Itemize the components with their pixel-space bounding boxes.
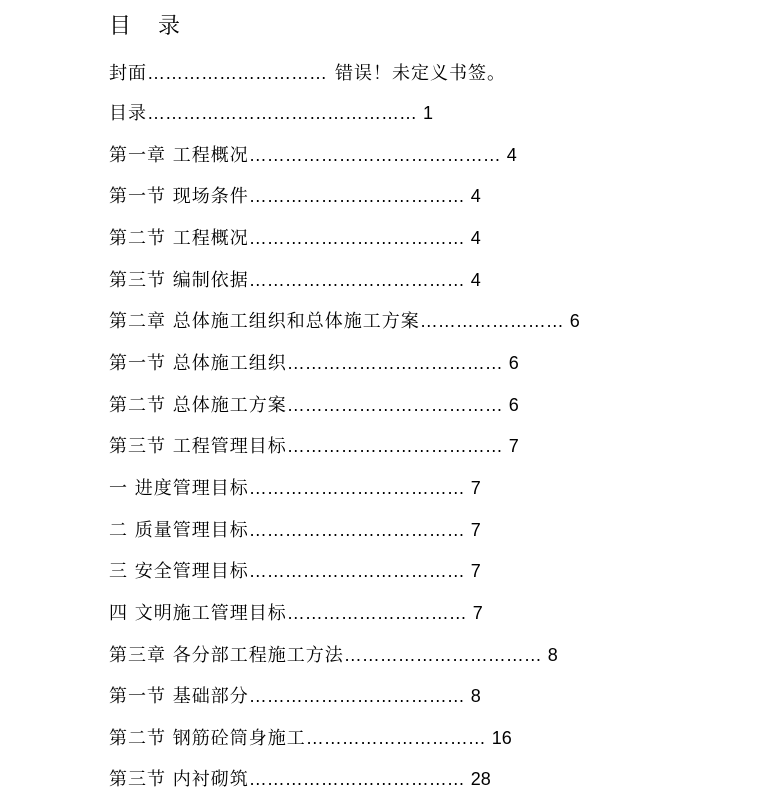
- toc-leader-dots: ………………………………: [248, 686, 465, 706]
- toc-leader-dots: ………………………………: [286, 436, 503, 456]
- toc-entry-section-1-3[interactable]: [109, 265, 481, 295]
- toc-page-number: 8: [470, 686, 481, 706]
- toc-entry-text: 目录: [109, 103, 147, 124]
- toc-entry-contents[interactable]: [109, 98, 433, 128]
- toc-leader-dots: ………………………………: [248, 520, 465, 540]
- toc-entry-chapter-1[interactable]: [109, 140, 517, 170]
- toc-entry-text: 四 文明施工管理目标: [109, 603, 287, 624]
- toc-entry-item-progress[interactable]: [109, 473, 481, 503]
- toc-entry-text: 三 安全管理目标: [109, 561, 249, 582]
- toc-leader-dots: ………………………………: [286, 395, 503, 415]
- toc-entry-text: 第二节 总体施工方案: [109, 395, 287, 416]
- toc-title: 目 录: [109, 14, 190, 39]
- toc-entry-chapter-2[interactable]: [109, 306, 580, 336]
- toc-page-number: 6: [508, 395, 519, 415]
- toc-page-number: 4: [470, 270, 481, 290]
- toc-leader-dots: ………………………………: [248, 769, 465, 789]
- toc-entry-section-2-2[interactable]: [109, 390, 519, 420]
- toc-page-number: 7: [508, 436, 519, 456]
- toc-page-number: 7: [470, 520, 481, 540]
- toc-leader-dots: ……………………………: [343, 645, 542, 665]
- toc-page-number: 8: [547, 645, 558, 665]
- toc-page-number: 16: [491, 728, 512, 748]
- toc-leader-dots: …………………………: [286, 603, 467, 623]
- toc-leader-dots: …………………………: [305, 728, 486, 748]
- toc-entry-text: 第一节 总体施工组织: [109, 353, 287, 374]
- toc-leader-dots: ………………………………: [286, 353, 503, 373]
- toc-entry-text: 二 质量管理目标: [109, 520, 249, 541]
- toc-entry-item-civilized[interactable]: [109, 598, 483, 628]
- toc-leader-dots: …………………………: [147, 63, 327, 83]
- toc-page-number: 28: [470, 769, 491, 789]
- toc-page-number: 6: [569, 311, 580, 331]
- toc-leader-dots: ………………………………: [248, 561, 465, 581]
- toc-entry-text: 一 进度管理目标: [109, 478, 249, 499]
- toc-leader-dots: ………………………………: [248, 478, 465, 498]
- toc-page-number: 1: [423, 103, 434, 123]
- toc-leader-dots: ………………………………: [248, 270, 465, 290]
- toc-entry-chapter-3[interactable]: [109, 640, 558, 670]
- toc-page-number: 6: [508, 353, 519, 373]
- toc-page-number: 4: [470, 228, 481, 248]
- toc-entry-text: 第二章 总体施工组织和总体施工方案: [109, 311, 420, 332]
- toc-page-number: 4: [506, 145, 517, 165]
- toc-entry-text: 第一章 工程概况: [109, 145, 249, 166]
- toc-page-number: 4: [470, 186, 481, 206]
- toc-entry-cover[interactable]: [109, 58, 506, 88]
- toc-entry-section-3-2[interactable]: [109, 723, 512, 753]
- toc-entry-text: 封面: [109, 63, 147, 84]
- toc-entry-text: 第二节 钢筋砼筒身施工: [109, 728, 306, 749]
- toc-entry-section-3-1[interactable]: [109, 681, 481, 711]
- toc-entry-text: 第三节 工程管理目标: [109, 436, 287, 457]
- toc-entry-text: 第一节 基础部分: [109, 686, 249, 707]
- toc-entry-text: 第三节 编制依据: [109, 270, 249, 291]
- toc-entry-section-1-2[interactable]: [109, 223, 481, 253]
- toc-leader-dots: ………………………………: [248, 186, 465, 206]
- toc-entry-text: 第一节 现场条件: [109, 186, 249, 207]
- toc-entry-section-2-1[interactable]: [109, 348, 519, 378]
- toc-entry-text: 第三节 内衬砌筑: [109, 769, 249, 790]
- toc-leader-dots: ……………………: [419, 311, 564, 331]
- toc-entry-section-1-1[interactable]: [109, 181, 481, 211]
- toc-entry-text: 第三章 各分部工程施工方法: [109, 645, 344, 666]
- toc-page-number: 7: [472, 603, 483, 623]
- toc-leader-dots: ………………………………………: [147, 103, 417, 123]
- toc-page-number: 错误！未定义书签。: [335, 63, 506, 84]
- toc-leader-dots: ……………………………………: [248, 145, 501, 165]
- toc-entry-item-quality[interactable]: [109, 515, 481, 545]
- toc-entry-text: 第二节 工程概况: [109, 228, 249, 249]
- toc-page-number: 7: [470, 478, 481, 498]
- toc-entry-section-2-3[interactable]: [109, 431, 519, 461]
- toc-entry-section-3-3[interactable]: [109, 764, 491, 794]
- toc-leader-dots: ………………………………: [248, 228, 465, 248]
- toc-entry-item-safety[interactable]: [109, 556, 481, 586]
- toc-page-number: 7: [470, 561, 481, 581]
